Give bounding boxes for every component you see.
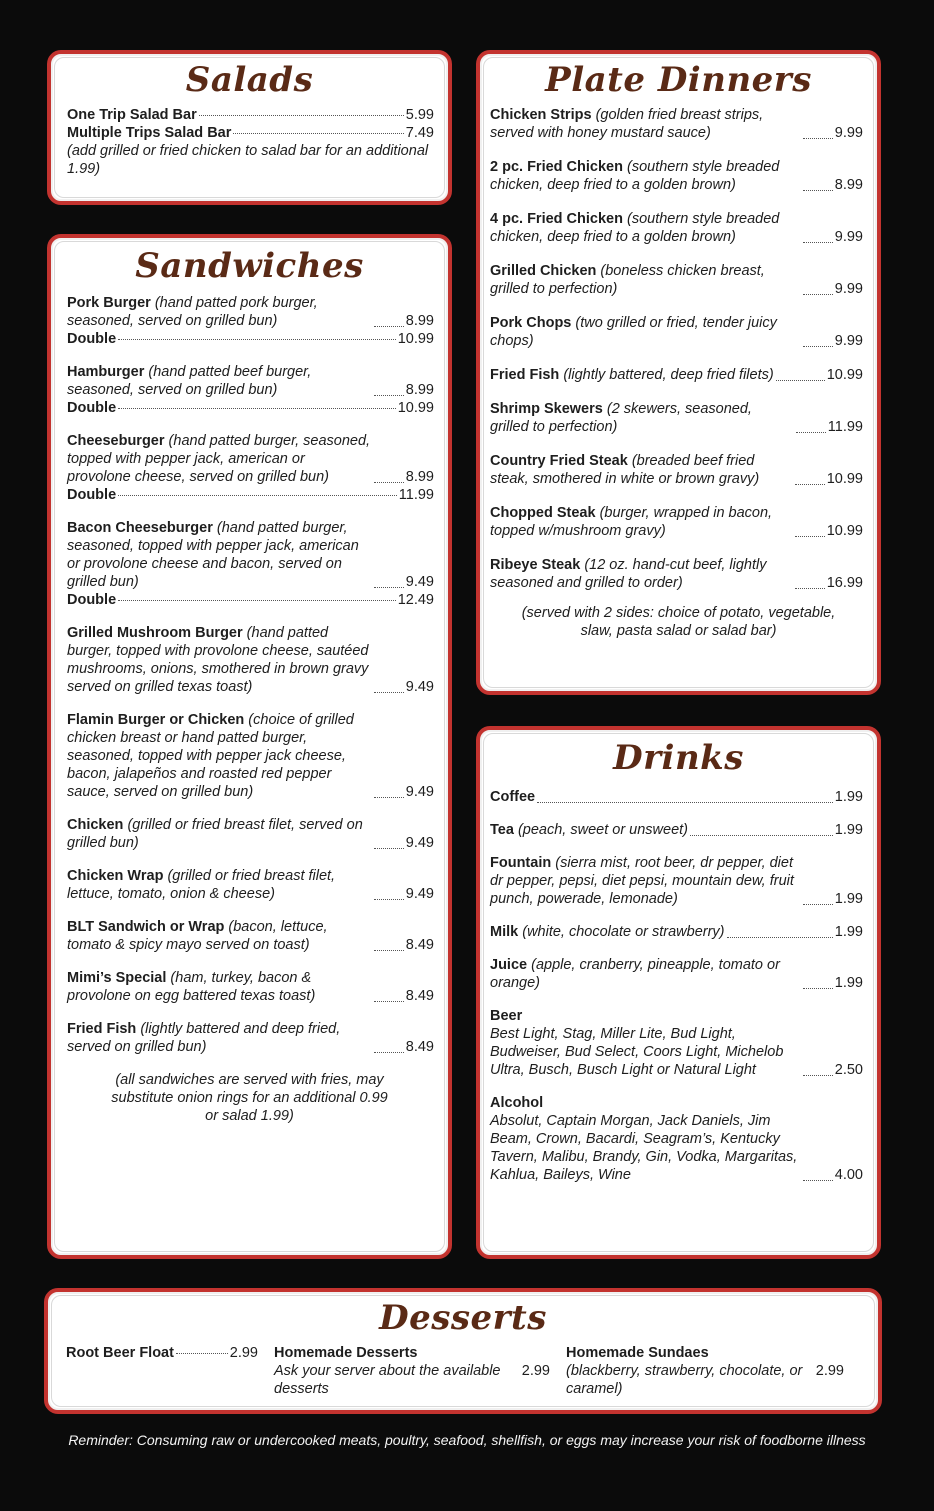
menu-item — [490, 262, 863, 298]
dot-leader — [374, 587, 404, 588]
double-price: 11.99 — [398, 487, 434, 503]
item-text — [490, 366, 774, 384]
menu-item — [490, 821, 863, 839]
item-name: Ribeye Steak — [490, 557, 581, 573]
dot-leader — [795, 536, 825, 537]
item-name: Pork Burger — [67, 295, 151, 311]
item-desc: (12 oz. hand-cut beef, lightly seasoned and grilled to order) — [490, 557, 767, 591]
item-name: 4 pc. Fried Chicken — [490, 211, 623, 227]
item-price: 1.99 — [834, 924, 863, 940]
item-text — [490, 1094, 801, 1184]
item-price: 10.99 — [826, 471, 863, 487]
menu-item — [67, 294, 434, 348]
item-name: Chopped Steak — [490, 505, 596, 521]
dot-leader — [374, 899, 404, 900]
item-price: 8.49 — [405, 1039, 434, 1055]
item-name: Coffee — [490, 789, 536, 805]
item-price: 5.99 — [405, 107, 434, 123]
item-name: Fried Fish — [490, 367, 560, 383]
double-row — [67, 399, 434, 417]
menu-item — [67, 918, 434, 954]
item-desc: (two grilled or fried, tender juicy chops) — [490, 315, 777, 349]
item-text — [490, 788, 535, 806]
item-text — [490, 158, 801, 194]
item-price: 1.99 — [834, 891, 863, 907]
dot-leader — [803, 294, 833, 295]
double-row — [67, 591, 434, 609]
item-price: 9.99 — [834, 125, 863, 141]
menu-item — [67, 432, 434, 504]
item-text — [67, 816, 372, 852]
item-price: 8.99 — [834, 177, 863, 193]
item-text — [67, 867, 372, 903]
item-text — [490, 400, 794, 436]
item-price: 8.99 — [405, 469, 434, 485]
plate-dinners-list — [480, 106, 877, 592]
item-desc: (hand patted beef burger, seasoned, served on grilled bun) — [67, 364, 312, 398]
item-name: 2 pc. Fried Chicken — [490, 159, 623, 175]
menu-item — [490, 854, 863, 908]
double-price: 12.49 — [397, 592, 434, 608]
menu-item — [490, 788, 863, 806]
dot-leader — [727, 937, 833, 938]
sandwiches-title: Sandwiches — [135, 246, 364, 286]
plate-dinners-note: (served with 2 sides: choice of potato, vegetable, slaw, pasta salad or salad bar) — [521, 605, 836, 639]
item-name: Alcohol — [490, 1095, 544, 1111]
item-price: 2.99 — [229, 1345, 258, 1361]
dot-leader — [374, 797, 404, 798]
salads-title: Salads — [185, 60, 314, 100]
item-text — [490, 262, 801, 298]
item-desc: Best Light, Stag, Miller Lite, Bud Light, Budweiser, Bud Select, Coors Light, Michelob Ultra, Busch, Busch Light or Natural Light — [490, 1026, 784, 1078]
item-desc: (hand patted burger, topped with provolone cheese, sautéed mushrooms, onions, smothered in brown gravy served on grilled texas toast) — [67, 625, 369, 695]
salads-note: (add grilled or fried chicken to salad bar for an additional 1.99) — [67, 143, 429, 177]
menu-item — [490, 366, 863, 384]
menu-item — [67, 519, 434, 609]
dot-leader — [118, 495, 397, 496]
menu-item — [274, 1344, 550, 1398]
item-name: Multiple Trips Salad Bar — [67, 125, 232, 141]
item-text — [67, 624, 372, 696]
item-text — [67, 1020, 372, 1056]
menu-item — [566, 1344, 844, 1398]
sandwiches-note: (all sandwiches are served with fries, may substitute onion rings for an additional 0.99 or salad 1.99) — [111, 1072, 388, 1124]
item-name: Cheeseburger — [67, 433, 165, 449]
item-price: 9.49 — [405, 886, 434, 902]
item-desc: (boneless chicken breast, grilled to perfection) — [490, 263, 765, 297]
dot-leader — [374, 950, 404, 951]
desserts-panel — [44, 1288, 882, 1414]
item-text — [67, 918, 372, 954]
item-text — [67, 294, 372, 330]
item-price: 9.49 — [405, 574, 434, 590]
item-price: 1.99 — [834, 975, 863, 991]
item-price: 9.49 — [405, 835, 434, 851]
item-desc: (southern style breaded chicken, deep fried to a golden brown) — [490, 211, 780, 245]
item-price: 10.99 — [826, 523, 863, 539]
item-desc: Ask your server about the available desserts — [274, 1363, 501, 1397]
item-desc: Absolut, Captain Morgan, Jack Daniels, Jim Beam, Crown, Bacardi, Seagram’s, Kentucky Tavern, Malibu, Brandy, Gin, Vodka, Margaritas, Kahlua, Baileys, Wine — [490, 1113, 798, 1183]
item-desc: (hand patted burger, seasoned, topped with pepper jack, american or provolone cheese, served on grilled bun) — [67, 433, 371, 485]
item-desc: (hand patted burger, seasoned, topped with pepper jack, american or provolone cheese and bacon, served on grilled bun) — [67, 520, 359, 590]
item-text — [490, 854, 801, 908]
item-price: 1.99 — [834, 822, 863, 838]
item-desc: (lightly battered and deep fried, served on grilled bun) — [67, 1021, 341, 1055]
dot-leader — [803, 242, 833, 243]
item-price: 8.49 — [405, 988, 434, 1004]
dot-leader — [776, 380, 825, 381]
item-price: 8.99 — [405, 313, 434, 329]
dot-leader — [374, 692, 404, 693]
item-text — [490, 106, 801, 142]
item-desc: (sierra mist, root beer, dr pepper, diet dr pepper, pepsi, diet pepsi, mountain dew, fruit punch, powerade, lemonade) — [490, 855, 794, 907]
dot-leader — [374, 1001, 404, 1002]
salads-panel — [47, 50, 452, 205]
menu-item — [490, 106, 863, 142]
double-price: 10.99 — [397, 331, 434, 347]
item-desc: (southern style breaded chicken, deep fried to a golden brown) — [490, 159, 780, 193]
item-name: Tea — [490, 822, 514, 838]
item-text — [490, 956, 801, 992]
item-text — [67, 969, 372, 1005]
drinks-panel — [476, 726, 881, 1259]
item-desc: (lightly battered, deep fried filets) — [563, 367, 774, 383]
item-desc: (white, chocolate or strawberry) — [522, 924, 725, 940]
sandwiches-list — [51, 294, 448, 1056]
dot-leader — [233, 133, 403, 134]
dot-leader — [690, 835, 833, 836]
item-name: Chicken Wrap — [67, 868, 164, 884]
double-row — [67, 486, 434, 504]
dot-leader — [118, 408, 396, 409]
dot-leader — [118, 339, 396, 340]
item-name: Root Beer Float — [66, 1345, 174, 1361]
double-label: Double — [67, 331, 117, 347]
item-text — [490, 821, 688, 839]
menu-item — [67, 711, 434, 801]
menu-item — [67, 1020, 434, 1056]
menu-item — [67, 124, 434, 142]
item-name: Juice — [490, 957, 528, 973]
item-desc: (peach, sweet or unsweet) — [517, 822, 689, 838]
item-price: 9.49 — [405, 784, 434, 800]
plate-dinners-panel — [476, 50, 881, 695]
item-text — [490, 452, 793, 488]
item-price: 2.50 — [834, 1062, 863, 1078]
dot-leader — [374, 482, 404, 483]
item-text — [490, 923, 725, 941]
sandwiches-panel — [47, 234, 452, 1259]
drinks-title: Drinks — [613, 738, 744, 778]
item-desc: (bacon, lettuce, tomato & spicy mayo served on toast) — [67, 919, 328, 953]
item-desc: (apple, cranberry, pineapple, tomato or orange) — [490, 957, 780, 991]
dot-leader — [118, 600, 396, 601]
item-price: 2.99 — [815, 1363, 844, 1379]
dot-leader — [796, 432, 826, 433]
item-name: Chicken Strips — [490, 107, 592, 123]
item-text — [490, 556, 793, 592]
item-name: Country Fried Steak — [490, 453, 628, 469]
plate-dinners-title: Plate Dinners — [545, 60, 812, 100]
item-desc: (ham, turkey, bacon & provolone on egg battered texas toast) — [67, 970, 316, 1004]
item-price: 8.99 — [405, 382, 434, 398]
menu-item — [490, 1094, 863, 1184]
dot-leader — [803, 1075, 833, 1076]
item-name: Bacon Cheeseburger — [67, 520, 213, 536]
menu-item — [490, 556, 863, 592]
item-price: 4.00 — [834, 1167, 863, 1183]
item-price: 9.99 — [834, 281, 863, 297]
menu-item — [67, 106, 434, 124]
item-name: Grilled Mushroom Burger — [67, 625, 243, 641]
dot-leader — [803, 190, 833, 191]
item-name: BLT Sandwich or Wrap — [67, 919, 225, 935]
dot-leader — [199, 115, 404, 116]
dot-leader — [803, 904, 833, 905]
item-text — [490, 1007, 801, 1079]
item-name: Fried Fish — [67, 1021, 137, 1037]
menu-item — [490, 956, 863, 992]
desserts-title: Desserts — [379, 1298, 547, 1338]
item-text — [67, 711, 372, 801]
dot-leader — [374, 1052, 404, 1053]
dot-leader — [537, 802, 833, 803]
dot-leader — [803, 138, 833, 139]
item-text — [490, 504, 793, 540]
dot-leader — [374, 848, 404, 849]
dot-leader — [795, 588, 825, 589]
menu-item — [66, 1344, 258, 1398]
item-desc: (golden fried breast strips, served with honey mustard sauce) — [490, 107, 764, 141]
double-label: Double — [67, 487, 117, 503]
item-desc: (breaded beef fried steak, smothered in white or brown gravy) — [490, 453, 760, 487]
food-safety-reminder: Reminder: Consuming raw or undercooked meats, poultry, seafood, shellfish, or eggs may increase your risk of foodborne illness — [68, 1432, 866, 1448]
item-name: Milk — [490, 924, 519, 940]
menu-item — [490, 210, 863, 246]
menu-item — [490, 1007, 863, 1079]
menu-item — [490, 452, 863, 488]
item-desc: (2 skewers, seasoned, grilled to perfection) — [490, 401, 752, 435]
dot-leader — [803, 1180, 833, 1181]
item-name: One Trip Salad Bar — [67, 107, 197, 123]
menu-item — [67, 624, 434, 696]
item-name: Chicken — [67, 817, 124, 833]
item-text — [490, 314, 801, 350]
item-desc: (blackberry, strawberry, chocolate, or caramel) — [566, 1363, 803, 1397]
item-price: 10.99 — [826, 367, 863, 383]
item-price: 9.49 — [405, 679, 434, 695]
menu-item — [67, 363, 434, 417]
item-desc: (choice of grilled chicken breast or hand patted burger, seasoned, topped with pepper jack cheese, bacon, jalapeños and roasted red pepper sauce, served on grilled bun) — [67, 712, 354, 800]
item-text — [67, 432, 372, 486]
menu-item — [490, 314, 863, 350]
menu-item — [67, 816, 434, 852]
item-desc: (grilled or fried breast filet, served on grilled bun) — [67, 817, 363, 851]
item-desc: (grilled or fried breast filet, lettuce, tomato, onion & cheese) — [67, 868, 336, 902]
dot-leader — [374, 326, 404, 327]
double-label: Double — [67, 592, 117, 608]
item-text — [67, 519, 372, 591]
item-name: Shrimp Skewers — [490, 401, 603, 417]
item-name: Beer — [490, 1008, 523, 1024]
item-name: Mimi’s Special — [67, 970, 167, 986]
item-price: 16.99 — [826, 575, 863, 591]
double-label: Double — [67, 400, 117, 416]
drinks-list — [480, 788, 877, 1184]
dot-leader — [803, 346, 833, 347]
item-name: Homemade Sundaes — [566, 1345, 709, 1361]
item-text — [490, 210, 801, 246]
item-name: Homemade Desserts — [274, 1345, 418, 1361]
item-price: 9.99 — [834, 333, 863, 349]
item-desc: (hand patted pork burger, seasoned, served on grilled bun) — [67, 295, 318, 329]
item-desc: (burger, wrapped in bacon, topped w/mushroom gravy) — [490, 505, 773, 539]
item-price: 7.49 — [405, 125, 434, 141]
item-name: Grilled Chicken — [490, 263, 597, 279]
item-price: 2.99 — [521, 1363, 550, 1379]
item-price: 9.99 — [834, 229, 863, 245]
menu-item — [490, 504, 863, 540]
item-price: 1.99 — [834, 789, 863, 805]
menu-item — [67, 867, 434, 903]
item-name: Pork Chops — [490, 315, 572, 331]
dot-leader — [795, 484, 825, 485]
item-name: Flamin Burger or Chicken — [67, 712, 245, 728]
item-name: Hamburger — [67, 364, 145, 380]
item-price: 11.99 — [827, 419, 863, 435]
menu-item — [67, 969, 434, 1005]
item-text — [67, 363, 372, 399]
menu-item — [490, 158, 863, 194]
double-price: 10.99 — [397, 400, 434, 416]
dot-leader — [374, 395, 404, 396]
menu-item — [490, 400, 863, 436]
menu-item — [490, 923, 863, 941]
item-name: Fountain — [490, 855, 552, 871]
item-price: 8.49 — [405, 937, 434, 953]
dot-leader — [176, 1353, 228, 1354]
double-row — [67, 330, 434, 348]
dot-leader — [803, 988, 833, 989]
